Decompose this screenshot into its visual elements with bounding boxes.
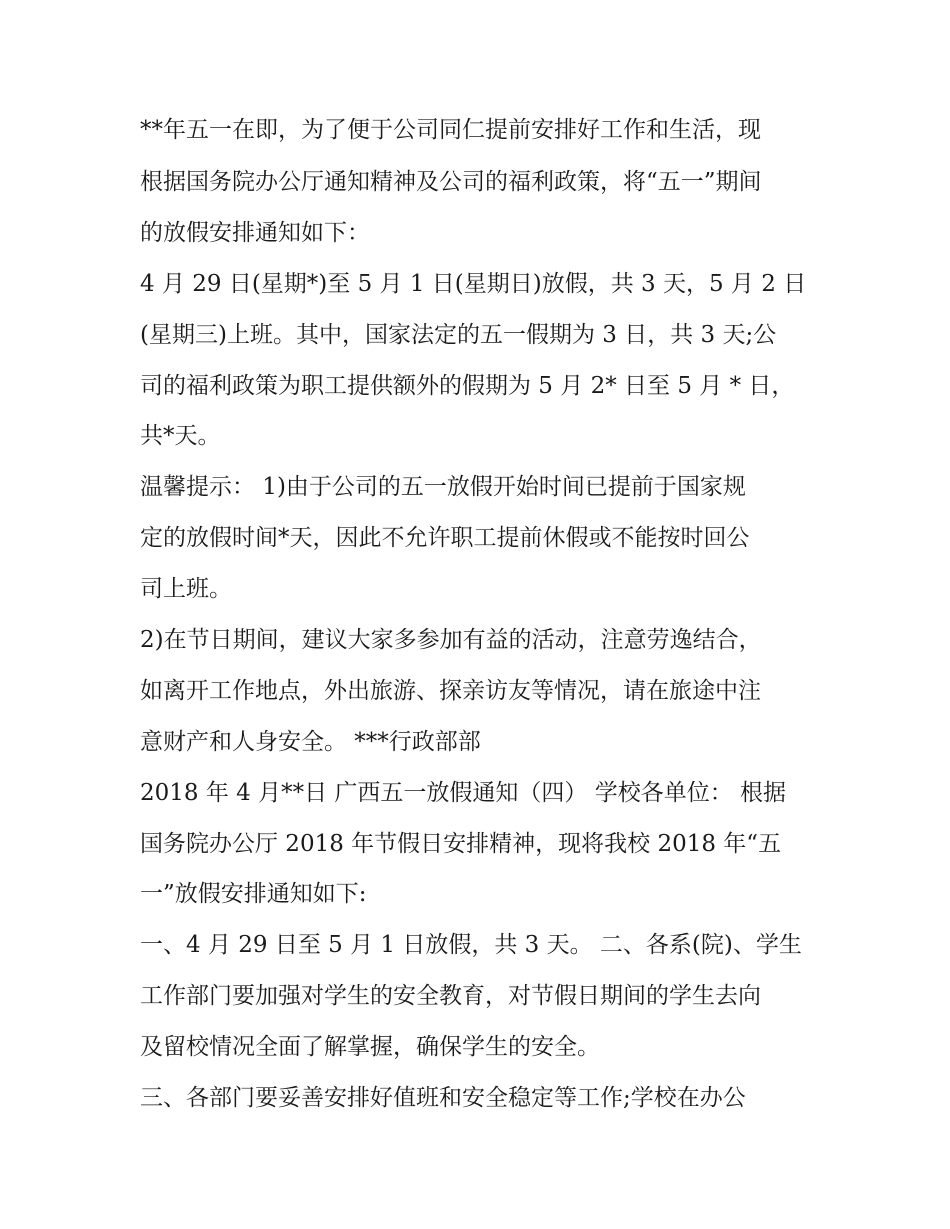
text-line: 及留校情况全面了解掌握，确保学生的安全。 <box>140 1034 600 1060</box>
text-line: 定的放假时间*天，因此不允许职工提前休假或不能按时回公 <box>140 525 750 551</box>
text-line: 司上班。 <box>140 576 232 602</box>
text-line: 司的福利政策为职工提供额外的假期为 5 月 2* 日至 5 月 * 日， <box>140 373 795 399</box>
text-line: 国务院办公厅 2018 年节假日安排精神，现将我校 2018 年“五 <box>140 831 782 857</box>
text-line: 根据国务院办公厅通知精神及公司的福利政策，将“五一”期间 <box>140 169 762 195</box>
text-line: 温馨提示： 1)由于公司的五一放假开始时间已提前于国家规 <box>140 474 746 500</box>
text-line: 意财产和人身安全。 ***行政部部 <box>140 729 481 755</box>
text-line: 一”放假安排通知如下: <box>140 881 367 907</box>
text-line: 4 月 29 日(星期*)至 5 月 1 日(星期日)放假，共 3 天，5 月 2 日 <box>140 271 807 297</box>
text-line: 共*天。 <box>140 423 221 449</box>
text-line: **年五一在即，为了便于公司同仁提前安排好工作和生活，现 <box>140 117 761 143</box>
text-line: 三、各部门要妥善安排好值班和安全稳定等工作;学校在办公 <box>140 1085 746 1111</box>
text-line: 一、4 月 29 日至 5 月 1 日放假，共 3 天。 二、各系(院)、学生 <box>140 932 802 958</box>
text-line: 工作部门要加强对学生的安全教育，对节假日期间的学生去向 <box>140 983 761 1009</box>
text-line: 2018 年 4 月**日 广西五一放假通知（四） 学校各单位： 根据 <box>140 780 787 806</box>
text-line: (星期三)上班。其中，国家法定的五一假期为 3 日，共 3 天;公 <box>140 322 777 348</box>
text-line: 2)在节日期间，建议大家多参加有益的活动，注意劳逸结合， <box>140 627 762 653</box>
text-line: 的放假安排通知如下： <box>140 220 370 246</box>
text-line: 如离开工作地点，外出旅游、探亲访友等情况，请在旅途中注 <box>140 678 761 704</box>
